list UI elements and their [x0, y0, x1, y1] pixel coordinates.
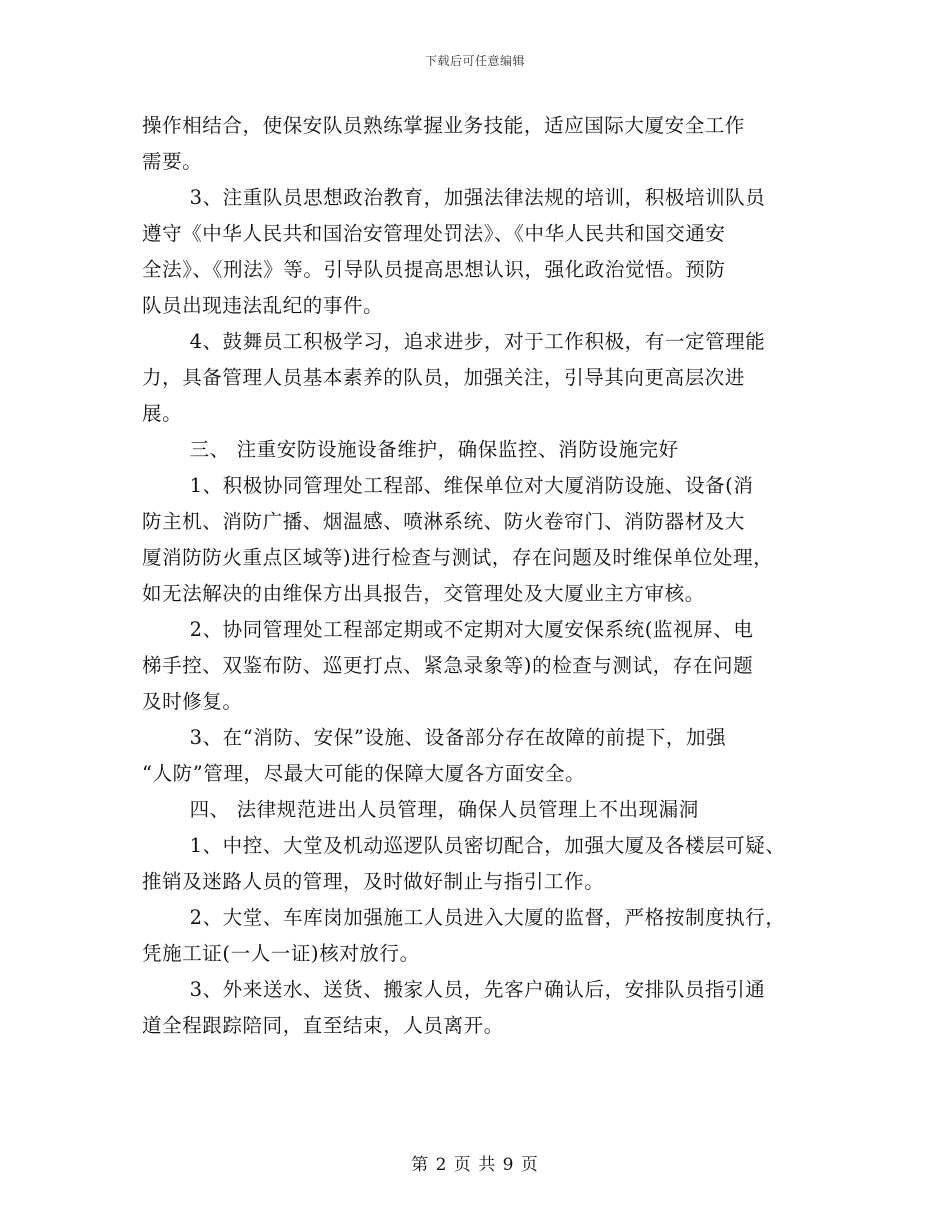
text-line: 四、 法律规范进出人员管理，确保人员管理上不出现漏洞: [189, 798, 699, 821]
document-body: [142, 108, 822, 1044]
footer-prefix: 第: [411, 1155, 430, 1175]
text-line: 及时修复。: [142, 690, 243, 713]
text-line: 凭施工证(一人一证)核对放行。: [142, 942, 420, 965]
text-line: 4、鼓舞员工积极学习，追求进步，对于工作积极，有一定管理能: [189, 330, 766, 353]
text-line: 三、 注重安防设施设备维护，确保监控、消防设施完好: [189, 438, 679, 461]
text-line: 3、注重队员思想政治教育，加强法律法规的培训，积极培训队员: [189, 186, 766, 209]
text-line: 遵守《中华人民共和国治安管理处罚法》、《中华人民共和国交通安: [142, 222, 726, 245]
footer-mid: 页 共: [453, 1155, 497, 1175]
text-line: 操作相结合，使保安队员熟练掌握业务技能，适应国际大厦安全工作: [142, 114, 746, 137]
text-line: 厦消防防火重点区域等)进行检查与测试，存在问题及时维保单位处理，: [142, 546, 774, 569]
text-line: 1、中控、大堂及机动巡逻队员密切配合，加强大厦及各楼层可疑、: [189, 834, 786, 857]
text-line: 全法》、《刑法》等。引导队员提高思想认识，强化政治觉悟。预防: [142, 258, 726, 281]
text-line: 梯手控、双鉴布防、巡更打点、紧急录象等)的检查与测试，存在问题: [142, 654, 754, 677]
text-line: 2、协同管理处工程部定期或不定期对大厦安保系统(监视屏、电: [189, 618, 754, 641]
page-header-note: 下载后可任意编辑: [424, 54, 525, 68]
text-line: 3、在“消防、安保”设施、设备部分存在故障的前提下，加强: [189, 726, 727, 749]
text-line: 展。: [142, 402, 183, 425]
text-line: “人防”管理，尽最大可能的保障大厦各方面安全。: [142, 762, 586, 785]
text-line: 如无法解决的由维保方出具报告，交管理处及大厦业主方审核。: [142, 582, 705, 605]
text-line: 道全程跟踪陪同，直至结束，人员离开。: [142, 1014, 504, 1037]
footer-total-pages: 9: [502, 1155, 515, 1175]
text-line: 需要。: [142, 150, 203, 173]
footer-suffix: 页: [520, 1155, 539, 1175]
text-line: 1、积极协同管理处工程部、维保单位对大厦消防设施、设备(消: [189, 474, 754, 497]
page-footer: [0, 1150, 950, 1175]
text-line: 队员出现违法乱纪的事件。: [142, 294, 384, 317]
text-line: 3、外来送水、送货、搬家人员，先客户确认后，安排队员指引通: [189, 978, 766, 1001]
text-line: 2、大堂、车库岗加强施工人员进入大厦的监督，严格按制度执行，: [189, 906, 786, 929]
text-line: 力，具备管理人员基本素养的队员，加强关注，引导其向更高层次进: [142, 366, 746, 389]
footer-current-page: 2: [435, 1155, 448, 1175]
text-line: 推销及迷路人员的管理，及时做好制止与指引工作。: [142, 870, 605, 893]
text-line: 防主机、消防广播、烟温感、喷淋系统、防火卷帘门、消防器材及大: [142, 510, 746, 533]
